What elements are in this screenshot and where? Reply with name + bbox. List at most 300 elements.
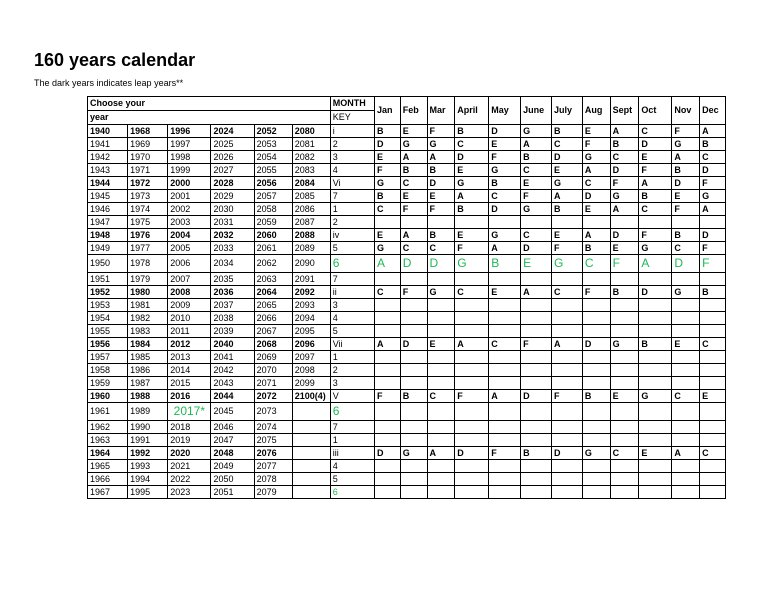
month-key-label: MONTH [330,97,374,111]
year-cell: 2010 [168,312,211,325]
day-code-cell [639,403,672,421]
month-header: Aug [582,97,610,125]
day-code-cell: E [582,125,610,138]
day-code-cell: F [521,338,552,351]
month-key-cell: 7 [330,273,374,286]
day-code-cell [400,299,427,312]
month-key-cell: 1 [330,434,374,447]
day-code-cell: F [582,138,610,151]
day-code-cell: C [489,338,521,351]
day-code-cell [672,434,700,447]
year-cell: 2089 [292,242,330,255]
table-row [88,364,726,377]
day-code-cell [521,434,552,447]
year-cell: 1946 [88,203,128,216]
table-row [88,447,726,460]
day-code-cell: C [672,242,700,255]
day-code-cell [700,377,726,390]
day-code-cell [521,312,552,325]
day-code-cell: G [375,242,401,255]
day-code-cell [427,377,455,390]
day-code-cell: B [672,229,700,242]
day-code-cell: D [375,138,401,151]
day-code-cell [582,486,610,499]
year-cell: 2040 [211,338,254,351]
year-cell: 2081 [292,138,330,151]
year-cell: 2093 [292,299,330,312]
year-cell: 2031 [211,216,254,229]
year-cell: 1988 [128,390,168,403]
day-code-cell [551,325,582,338]
table-row [88,138,726,151]
year-cell: 2091 [292,273,330,286]
day-code-cell [489,460,521,473]
year-cell: 2077 [254,460,292,473]
table-row [88,351,726,364]
table-row [88,273,726,286]
month-key-cell: 1 [330,351,374,364]
month-header: May [489,97,521,125]
month-key-cell: 5 [330,242,374,255]
day-code-cell [700,403,726,421]
day-code-cell: F [582,286,610,299]
day-code-cell [610,299,639,312]
day-code-cell [521,351,552,364]
year-cell: 2039 [211,325,254,338]
year-cell: 2071 [254,377,292,390]
year-cell: 2019 [168,434,211,447]
year-cell: 2074 [254,421,292,434]
year-cell: 1956 [88,338,128,351]
table-row [88,177,726,190]
year-cell: 1943 [88,164,128,177]
day-code-cell: D [375,447,401,460]
day-code-cell: A [489,390,521,403]
day-code-cell: B [551,203,582,216]
day-code-cell: G [610,190,639,203]
month-header: Jan [375,97,401,125]
day-code-cell: F [455,242,489,255]
year-cell: 1970 [128,151,168,164]
month-key-cell: 2 [330,138,374,151]
year-cell: 2017* [168,403,211,421]
year-cell: 1951 [88,273,128,286]
day-code-cell [672,486,700,499]
day-code-cell: E [427,190,455,203]
year-cell: 2090 [292,255,330,273]
day-code-cell [610,473,639,486]
year-cell: 2076 [254,447,292,460]
day-code-cell: B [700,286,726,299]
day-code-cell [489,325,521,338]
day-code-cell [489,351,521,364]
day-code-cell: F [521,190,552,203]
day-code-cell: C [700,151,726,164]
month-header: April [455,97,489,125]
day-code-cell: F [700,242,726,255]
day-code-cell: G [582,447,610,460]
year-cell: 2047 [211,434,254,447]
day-code-cell [400,486,427,499]
year-cell: 2092 [292,286,330,299]
year-cell: 1989 [128,403,168,421]
year-cell: 1961 [88,403,128,421]
year-cell: 1940 [88,125,128,138]
day-code-cell: G [455,255,489,273]
day-code-cell [582,325,610,338]
day-code-cell [455,325,489,338]
day-code-cell: B [427,229,455,242]
day-code-cell: D [610,229,639,242]
day-code-cell [427,351,455,364]
month-header: Sept [610,97,639,125]
year-cell: 1960 [88,390,128,403]
day-code-cell [582,403,610,421]
table-row [88,229,726,242]
year-cell: 2098 [292,364,330,377]
year-cell: 1953 [88,299,128,312]
month-key-cell: 1 [330,203,374,216]
day-code-cell: F [672,203,700,216]
table-row [88,460,726,473]
day-code-cell: D [639,138,672,151]
year-cell: 2018 [168,421,211,434]
year-cell: 2049 [211,460,254,473]
day-code-cell: B [610,286,639,299]
day-code-cell [639,351,672,364]
month-key-cell: ii [330,286,374,299]
day-code-cell: E [427,338,455,351]
year-cell: 2007 [168,273,211,286]
day-code-cell: F [455,390,489,403]
day-code-cell: A [375,338,401,351]
day-code-cell [582,434,610,447]
day-code-cell [455,434,489,447]
day-code-cell: F [610,255,639,273]
year-cell: 2072 [254,390,292,403]
day-code-cell [427,434,455,447]
table-row [88,151,726,164]
day-code-cell: E [455,164,489,177]
day-code-cell [639,325,672,338]
day-code-cell [489,434,521,447]
year-cell: 2012 [168,338,211,351]
month-key-cell: 7 [330,421,374,434]
day-code-cell: D [672,255,700,273]
day-code-cell [582,299,610,312]
year-cell: 1991 [128,434,168,447]
day-code-cell: E [489,138,521,151]
month-key-cell: iii [330,447,374,460]
year-cell: 2062 [254,255,292,273]
day-code-cell: G [489,164,521,177]
day-code-cell: C [551,286,582,299]
day-code-cell: A [427,447,455,460]
day-code-cell [400,377,427,390]
day-code-cell [489,403,521,421]
year-cell: 1971 [128,164,168,177]
day-code-cell: F [489,447,521,460]
year-cell: 2083 [292,164,330,177]
year-cell: 2053 [254,138,292,151]
year-cell: 2068 [254,338,292,351]
month-key-cell: 2 [330,216,374,229]
day-code-cell: A [489,242,521,255]
year-cell [292,421,330,434]
month-key-cell: Vi [330,177,374,190]
year-cell: 2030 [211,203,254,216]
year-cell: 2009 [168,299,211,312]
day-code-cell: F [610,177,639,190]
day-code-cell [427,473,455,486]
day-code-cell: F [639,164,672,177]
day-code-cell [400,325,427,338]
year-cell: 2003 [168,216,211,229]
day-code-cell: D [551,447,582,460]
year-cell: 1994 [128,473,168,486]
day-code-cell: G [489,229,521,242]
year-cell: 2014 [168,364,211,377]
year-cell: 2078 [254,473,292,486]
day-code-cell: C [400,177,427,190]
day-code-cell: C [521,229,552,242]
day-code-cell: C [551,138,582,151]
day-code-cell [672,273,700,286]
month-key-cell: iv [330,229,374,242]
day-code-cell [582,312,610,325]
year-cell: 1950 [88,255,128,273]
day-code-cell: A [427,151,455,164]
month-key-cell: i [330,125,374,138]
year-cell: 1957 [88,351,128,364]
year-cell [292,447,330,460]
year-cell: 1985 [128,351,168,364]
year-cell: 2079 [254,486,292,499]
day-code-cell [700,421,726,434]
day-code-cell [375,421,401,434]
day-code-cell: D [521,390,552,403]
month-key-cell: 5 [330,473,374,486]
month-key-cell: Vii [330,338,374,351]
year-cell: 2011 [168,325,211,338]
day-code-cell: A [610,203,639,216]
day-code-cell: A [455,338,489,351]
day-code-cell: B [639,190,672,203]
day-code-cell: G [639,390,672,403]
day-code-cell [582,216,610,229]
day-code-cell: D [700,229,726,242]
year-cell: 1942 [88,151,128,164]
day-code-cell [551,434,582,447]
table-row [88,486,726,499]
year-cell: 1966 [88,473,128,486]
day-code-cell [639,434,672,447]
day-code-cell [400,364,427,377]
month-key-cell: 6 [330,486,374,499]
year-cell: 1945 [88,190,128,203]
day-code-cell: A [400,229,427,242]
year-cell: 1972 [128,177,168,190]
year-cell: 2064 [254,286,292,299]
day-code-cell [672,299,700,312]
month-header: Dec [700,97,726,125]
day-code-cell [521,273,552,286]
year-cell: 2029 [211,190,254,203]
year-cell: 2026 [211,151,254,164]
day-code-cell [375,216,401,229]
day-code-cell [672,351,700,364]
month-key-cell: 4 [330,312,374,325]
day-code-cell: G [427,138,455,151]
year-cell: 1982 [128,312,168,325]
day-code-cell: G [700,190,726,203]
day-code-cell: D [521,242,552,255]
day-code-cell [610,434,639,447]
year-cell: 2033 [211,242,254,255]
year-cell: 1958 [88,364,128,377]
year-cell: 1981 [128,299,168,312]
day-code-cell [455,403,489,421]
year-cell: 1969 [128,138,168,151]
day-code-cell [582,421,610,434]
month-key-cell: 3 [330,151,374,164]
month-header: Mar [427,97,455,125]
day-code-cell: G [400,447,427,460]
day-code-cell: A [582,164,610,177]
day-code-cell [375,486,401,499]
year-cell: 2023 [168,486,211,499]
year-cell: 1980 [128,286,168,299]
day-code-cell: D [551,151,582,164]
day-code-cell: F [400,203,427,216]
month-header: Feb [400,97,427,125]
day-code-cell: B [639,338,672,351]
day-code-cell: B [375,125,401,138]
year-cell: 2042 [211,364,254,377]
day-code-cell: C [639,125,672,138]
day-code-cell [700,216,726,229]
day-code-cell [455,364,489,377]
day-code-cell [400,434,427,447]
table-row [88,203,726,216]
year-cell: 2054 [254,151,292,164]
day-code-cell: D [427,255,455,273]
year-cell: 2000 [168,177,211,190]
table-row [88,286,726,299]
year-cell: 2059 [254,216,292,229]
day-code-cell [582,364,610,377]
table-row [88,312,726,325]
day-code-cell: F [375,164,401,177]
day-code-cell: F [427,203,455,216]
day-code-cell: G [400,138,427,151]
day-code-cell [375,434,401,447]
day-code-cell: B [489,255,521,273]
day-code-cell [639,216,672,229]
year-cell: 2006 [168,255,211,273]
year-cell: 1968 [128,125,168,138]
day-code-cell: B [400,390,427,403]
year-cell: 2075 [254,434,292,447]
year-cell: 1979 [128,273,168,286]
day-code-cell: B [610,138,639,151]
day-code-cell: F [427,125,455,138]
day-code-cell [455,421,489,434]
day-code-cell: B [672,164,700,177]
day-code-cell [672,364,700,377]
day-code-cell: E [400,190,427,203]
day-code-cell: B [521,151,552,164]
year-cell: 1999 [168,164,211,177]
year-cell: 2065 [254,299,292,312]
year-cell: 1964 [88,447,128,460]
table-row [88,390,726,403]
day-code-cell [672,460,700,473]
year-cell: 2021 [168,460,211,473]
day-code-cell: E [375,151,401,164]
day-code-cell: E [400,125,427,138]
month-key-cell: 5 [330,325,374,338]
year-cell: 1984 [128,338,168,351]
day-code-cell [375,273,401,286]
year-cell: 1978 [128,255,168,273]
year-cell: 2052 [254,125,292,138]
year-cell: 2096 [292,338,330,351]
day-code-cell: E [551,164,582,177]
year-cell: 2057 [254,190,292,203]
day-code-cell: C [521,164,552,177]
day-code-cell: A [551,190,582,203]
choose-year-label-2: year [88,111,331,125]
year-cell: 2060 [254,229,292,242]
day-code-cell [521,473,552,486]
day-code-cell: B [489,177,521,190]
day-code-cell [582,377,610,390]
day-code-cell: C [610,447,639,460]
year-cell: 1944 [88,177,128,190]
day-code-cell [455,460,489,473]
day-code-cell: G [582,151,610,164]
day-code-cell: D [455,447,489,460]
year-cell: 1974 [128,203,168,216]
month-key-cell: 6 [330,403,374,421]
day-code-cell [639,377,672,390]
year-cell: 2080 [292,125,330,138]
day-code-cell [672,216,700,229]
day-code-cell [700,460,726,473]
day-code-cell [639,312,672,325]
day-code-cell [610,351,639,364]
month-key-cell: V [330,390,374,403]
table-row [88,325,726,338]
year-cell: 2085 [292,190,330,203]
day-code-cell [521,325,552,338]
day-code-cell: G [375,177,401,190]
day-code-cell: A [375,255,401,273]
day-code-cell [521,299,552,312]
day-code-cell: E [489,286,521,299]
year-cell: 2097 [292,351,330,364]
day-code-cell [427,273,455,286]
year-cell: 2037 [211,299,254,312]
day-code-cell: B [455,203,489,216]
day-code-cell [400,421,427,434]
day-code-cell [610,325,639,338]
day-code-cell [427,403,455,421]
day-code-cell [455,312,489,325]
day-code-cell [489,216,521,229]
day-code-cell [455,273,489,286]
